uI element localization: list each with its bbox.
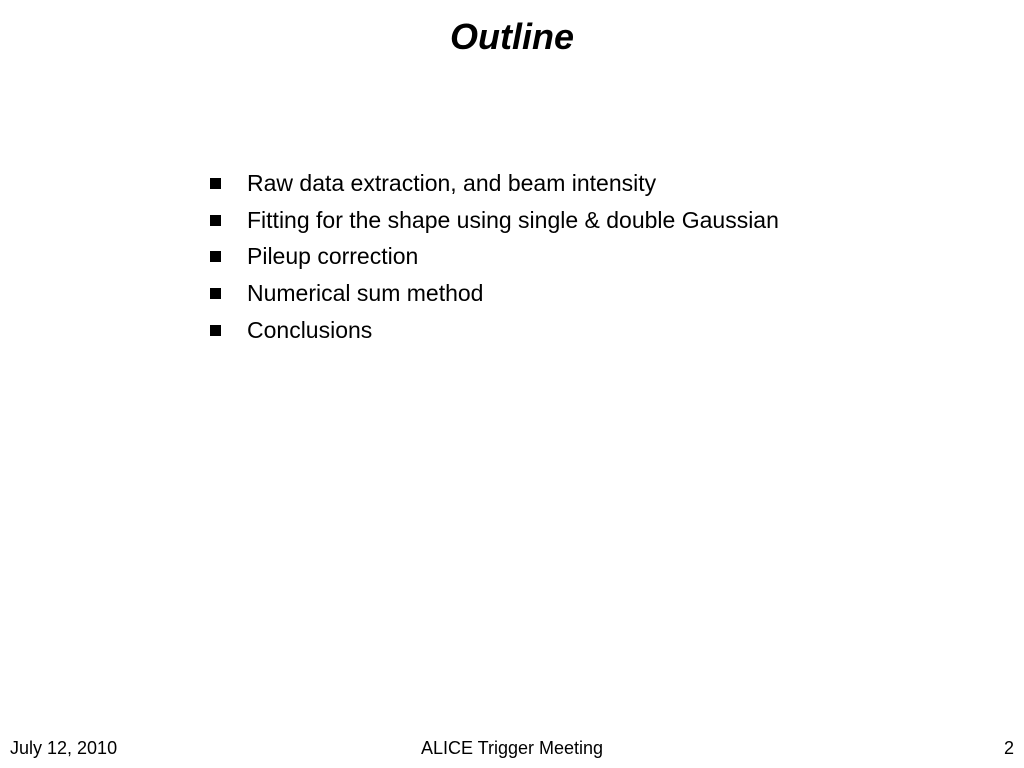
bullet-item <box>210 202 779 239</box>
bullet-item <box>210 165 779 202</box>
slide-title: Outline <box>450 16 574 57</box>
bullet-text: Conclusions <box>247 317 373 344</box>
bullet-text: Pileup correction <box>247 243 419 270</box>
square-bullet-icon <box>210 251 221 262</box>
square-bullet-icon <box>210 325 221 336</box>
footer-date: July 12, 2010 <box>10 738 118 758</box>
footer-meeting-title: ALICE Trigger Meeting <box>420 738 604 758</box>
square-bullet-icon <box>210 288 221 299</box>
bullet-item <box>210 275 779 312</box>
page-number: 2 <box>1003 738 1014 758</box>
bullet-text: Fitting for the shape using single & double Gaussian <box>247 206 779 233</box>
bullet-list <box>210 165 779 349</box>
bullet-item <box>210 312 779 349</box>
bullet-text: Raw data extraction, and beam intensity <box>247 169 657 196</box>
square-bullet-icon <box>210 215 221 226</box>
bullet-text: Numerical sum method <box>247 280 484 307</box>
bullet-item <box>210 239 779 276</box>
square-bullet-icon <box>210 178 221 189</box>
